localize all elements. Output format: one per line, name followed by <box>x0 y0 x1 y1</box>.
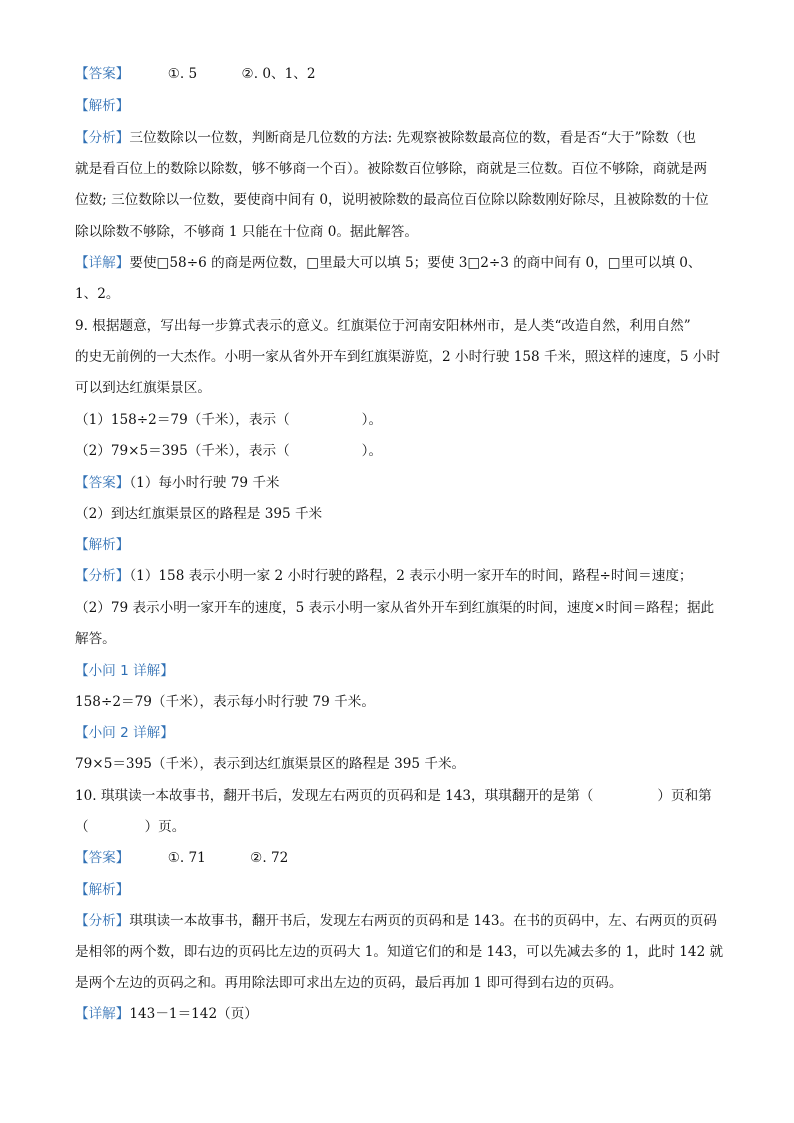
answer-10-row <box>75 848 734 868</box>
fenxi-line-3: 位数; 三位数除以一位数，要使商中间有 0，说明被除数的最高位百位除以除数刚好除尽，且被除数的十位 <box>75 192 709 208</box>
q10-close: ）页。 <box>144 819 186 835</box>
answer-9-text: （1）每小时行驶 79 千米 <box>129 475 280 491</box>
fenxi-text: 三位数除以一位数，判断商是几位数的方法: 先观察被除数最高位的数，看是否“大于”除数（也 <box>129 130 696 146</box>
fenxi-line-4: 除以除数不够除，不够商 1 只能在十位商 0。据此解答。 <box>75 224 418 240</box>
xiangjie-line-1 <box>75 253 734 273</box>
answer-tag: 【答案】 <box>75 850 130 866</box>
sub-2-text: （2）79×5＝395（千米），表示（ <box>75 443 290 459</box>
fenxi-tag: 【分析】 <box>75 568 130 584</box>
answer-row <box>75 64 734 84</box>
question-9-line-3: 可以到达红旗渠景区。 <box>75 380 211 396</box>
subq-1-text: 158÷2＝79（千米），表示每小时行驶 79 千米。 <box>75 694 375 710</box>
xiangjie-text: 143－1＝142（页） <box>129 1006 258 1022</box>
answer-tag: 【答案】 <box>75 475 130 491</box>
fenxi-10-line-3: 是两个左边的页码之和。再用除法即可求出左边的页码，最后再加 1 即可得到右边的页码。 <box>75 975 623 991</box>
answer-option-2: ②. 0、1、2 <box>241 66 316 82</box>
q10-text-end: ）页和第 <box>657 788 712 804</box>
answer-option-1: ①. 5 <box>167 66 198 82</box>
xiangjie-tag: 【详解】 <box>75 255 130 271</box>
subq-tag: 【小问 1 详解】 <box>75 663 174 679</box>
fenxi-9-line-3: 解答。 <box>75 631 116 647</box>
sub-1-text: （1）158÷2＝79（千米），表示（ <box>75 412 290 428</box>
subq-tag: 【小问 2 详解】 <box>75 725 174 741</box>
xiangjie-text: 要使□58÷6 的商是两位数，□里最大可以填 5；要使 3□2÷3 的商中间有 0，□里可以填 0、 <box>129 255 702 271</box>
question-9-sub-2 <box>75 441 734 461</box>
fenxi-9-line-1 <box>75 566 734 586</box>
analysis-heading <box>75 880 734 900</box>
analysis-tag: 【解析】 <box>75 98 130 114</box>
fenxi-tag: 【分析】 <box>75 913 130 929</box>
fenxi-9-line-2: （2）79 表示小明一家开车的速度，5 表示小明一家从省外开车到红旗渠的时间，速度×时间＝路程；据此 <box>75 600 715 616</box>
sub-1-end: ）。 <box>361 412 383 428</box>
question-9-sub-1 <box>75 410 734 430</box>
fenxi-10-line-2: 是相邻的两个数，即右边的页码比左边的页码大 1。知道它们的和是 143，可以先减去多的 1，此时 142 就 <box>75 944 724 960</box>
xiangjie-line-2: 1、2。 <box>75 286 120 302</box>
subq-2-heading <box>75 723 734 743</box>
fenxi-text: （1）158 表示小明一家 2 小时行驶的路程，2 表示小明一家开车的时间，路程÷时间＝速度； <box>129 568 693 584</box>
answer-tag: 【答案】 <box>75 66 130 82</box>
xiangjie-10-line-1 <box>75 1004 734 1024</box>
fenxi-text: 琪琪读一本故事书，翻开书后，发现左右两页的页码和是 143。在书的页码中，左、右两页的页码 <box>129 913 717 929</box>
xiangjie-tag: 【详解】 <box>75 1006 130 1022</box>
fenxi-10-line-1 <box>75 911 734 931</box>
analysis-tag: 【解析】 <box>75 537 130 553</box>
question-10-line-1 <box>75 786 734 806</box>
subq-2-text: 79×5＝395（千米），表示到达红旗渠景区的路程是 395 千米。 <box>75 756 466 772</box>
question-9-line-1: 9. 根据题意，写出每一步算式表示的意义。红旗渠位于河南安阳林州市，是人类“改造自然，利用自然” <box>75 318 691 334</box>
fenxi-line-1 <box>75 128 734 148</box>
sub-2-end: ）。 <box>361 443 383 459</box>
analysis-heading <box>75 535 734 555</box>
answer-option-1: ①. 71 <box>167 850 206 866</box>
q10-text: 10. 琪琪读一本故事书，翻开书后，发现左右两页的页码和是 143，琪琪翻开的是第（ <box>75 788 594 804</box>
analysis-tag: 【解析】 <box>75 882 130 898</box>
fenxi-tag: 【分析】 <box>75 130 130 146</box>
subq-1-heading <box>75 661 734 681</box>
answer-option-2: ②. 72 <box>250 850 289 866</box>
analysis-heading <box>75 96 734 116</box>
q10-open: （ <box>75 819 89 835</box>
question-10-line-2 <box>75 817 734 837</box>
question-9-line-2: 的史无前例的一大杰作。小明一家从省外开车到红旗渠游览，2 小时行驶 158 千米，照这样的速度，5 小时 <box>75 349 721 365</box>
fenxi-line-2: 就是看百位上的数除以除数，够不够商一个百）。被除数百位够除，商就是三位数。百位不够除，商就是两 <box>75 161 708 177</box>
answer-9-line-1 <box>75 473 734 493</box>
answer-9-line-2: （2）到达红旗渠景区的路程是 395 千米 <box>75 506 323 522</box>
